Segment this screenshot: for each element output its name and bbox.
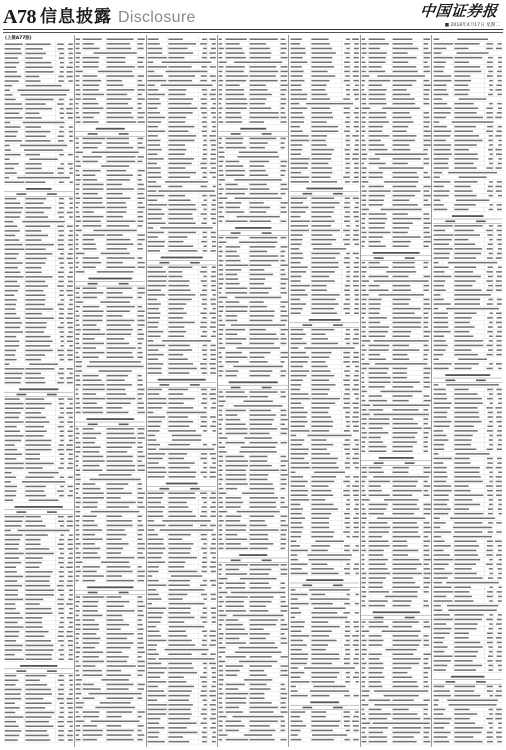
disclosure-table-texture — [290, 35, 359, 747]
continuation-note: (上接A77版) — [5, 36, 32, 41]
disclosure-table-texture — [147, 35, 216, 747]
disclosure-table-texture — [361, 35, 430, 747]
newspaper-masthead-logo: 中国证券报 — [419, 2, 499, 20]
disclosure-table-texture — [433, 35, 502, 747]
issue-date: ■ 2018年4月17日 星期二 — [444, 23, 500, 28]
disclosure-table-texture — [4, 35, 73, 747]
disclosure-column-2 — [75, 35, 144, 747]
disclosure-table-texture — [218, 35, 287, 747]
disclosure-column-5 — [290, 35, 359, 747]
disclosure-table-texture — [75, 35, 144, 747]
disclosure-column-6 — [361, 35, 430, 747]
page-header — [0, 0, 506, 34]
disclosure-tables-area — [3, 35, 503, 747]
disclosure-column-1 — [4, 35, 73, 747]
section-title-chinese: 信息披露 — [40, 7, 112, 27]
disclosure-column-3 — [147, 35, 216, 747]
disclosure-column-7 — [433, 35, 502, 747]
header-rule-thin — [3, 32, 503, 33]
header-rule-thick — [3, 29, 503, 30]
disclosure-column-4 — [218, 35, 287, 747]
section-title-english: Disclosure — [118, 9, 196, 26]
page-number: A78 — [3, 6, 36, 28]
